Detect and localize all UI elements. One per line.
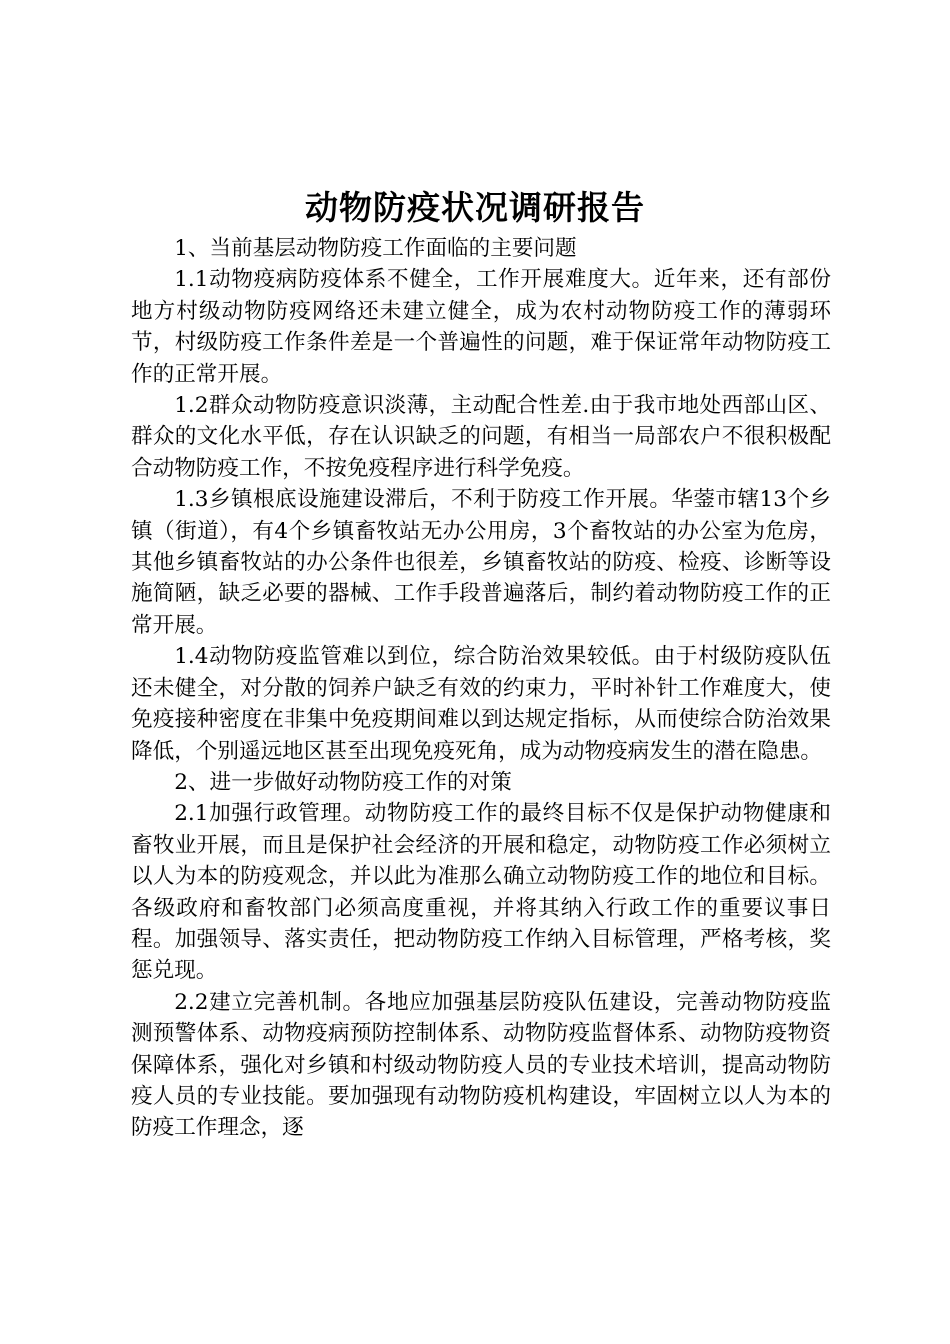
- paragraph-1-4: 1.4动物防疫监管难以到位，综合防治效果较低。由于村级防疫队伍还未健全，对分散的饲养户缺乏有效的约束力，平时补针工作难度大，使免疫接种密度在非集中免疫期间难以到达规定指标，从而使综合防治效果降低，个别遥远地区甚至出现免疫死角，成为动物疫病发生的潜在隐患。: [131, 644, 831, 764]
- document-title: 动物防疫状况调研报告: [305, 188, 645, 227]
- section-heading-1: 1、当前基层动物防疫工作面临的主要问题: [174, 236, 577, 261]
- paragraph-1-2: 1.2群众动物防疫意识淡薄，主动配合性差.由于我市地处西部山区、群众的文化水平低，存在认识缺乏的问题，有相当一局部农户不很积极配合动物防疫工作，不按免疫程序进行科学免疫。: [131, 393, 831, 481]
- paragraph-1-3: 1.3乡镇根底设施建设滞后，不利于防疫工作开展。华蓥市辖13个乡镇（街道），有4个乡镇畜牧站无办公用房，3个畜牧站的办公室为危房，其他乡镇畜牧站的办公条件也很差，乡镇畜牧站的防疫、检疫、诊断等设施简陋，缺乏必要的器械、工作手段普遍落后，制约着动物防疫工作的正常开展。: [131, 487, 831, 638]
- paragraph-2-2: 2.2建立完善机制。各地应加强基层防疫队伍建设，完善动物防疫监测预警体系、动物疫病预防控制体系、动物防疫监督体系、动物防疫物资保障体系，强化对乡镇和村级动物防疫人员的专业技术培训，提高动物防疫人员的专业技能。要加强现有动物防疫机构建设，牢固树立以人为本的防疫工作理念，逐: [131, 989, 831, 1141]
- paragraph-2-1: 2.1加强行政管理。动物防疫工作的最终目标不仅是保护动物健康和畜牧业开展，而且是保护社会经济的开展和稳定，动物防疫工作必须树立以人为本的防疫观念，并以此为准那么确立动物防疫工作的地位和目标。各级政府和畜牧部门必须高度重视，并将其纳入行政工作的重要议事日程。加强领导、落实责任，把动物防疫工作纳入目标管理，严格考核，奖惩兑现。: [131, 801, 831, 984]
- paragraph-1-1: 1.1动物疫病防疫体系不健全，工作开展难度大。近年来，还有部份地方村级动物防疫网络还未建立健全，成为农村动物防疫工作的薄弱环节，村级防疫工作条件差是一个普遍性的问题，难于保证常年动物防疫工作的正常开展。: [131, 267, 831, 387]
- section-heading-2: 2、进一步做好动物防疫工作的对策: [174, 769, 512, 795]
- document-body: [131, 233, 831, 1144]
